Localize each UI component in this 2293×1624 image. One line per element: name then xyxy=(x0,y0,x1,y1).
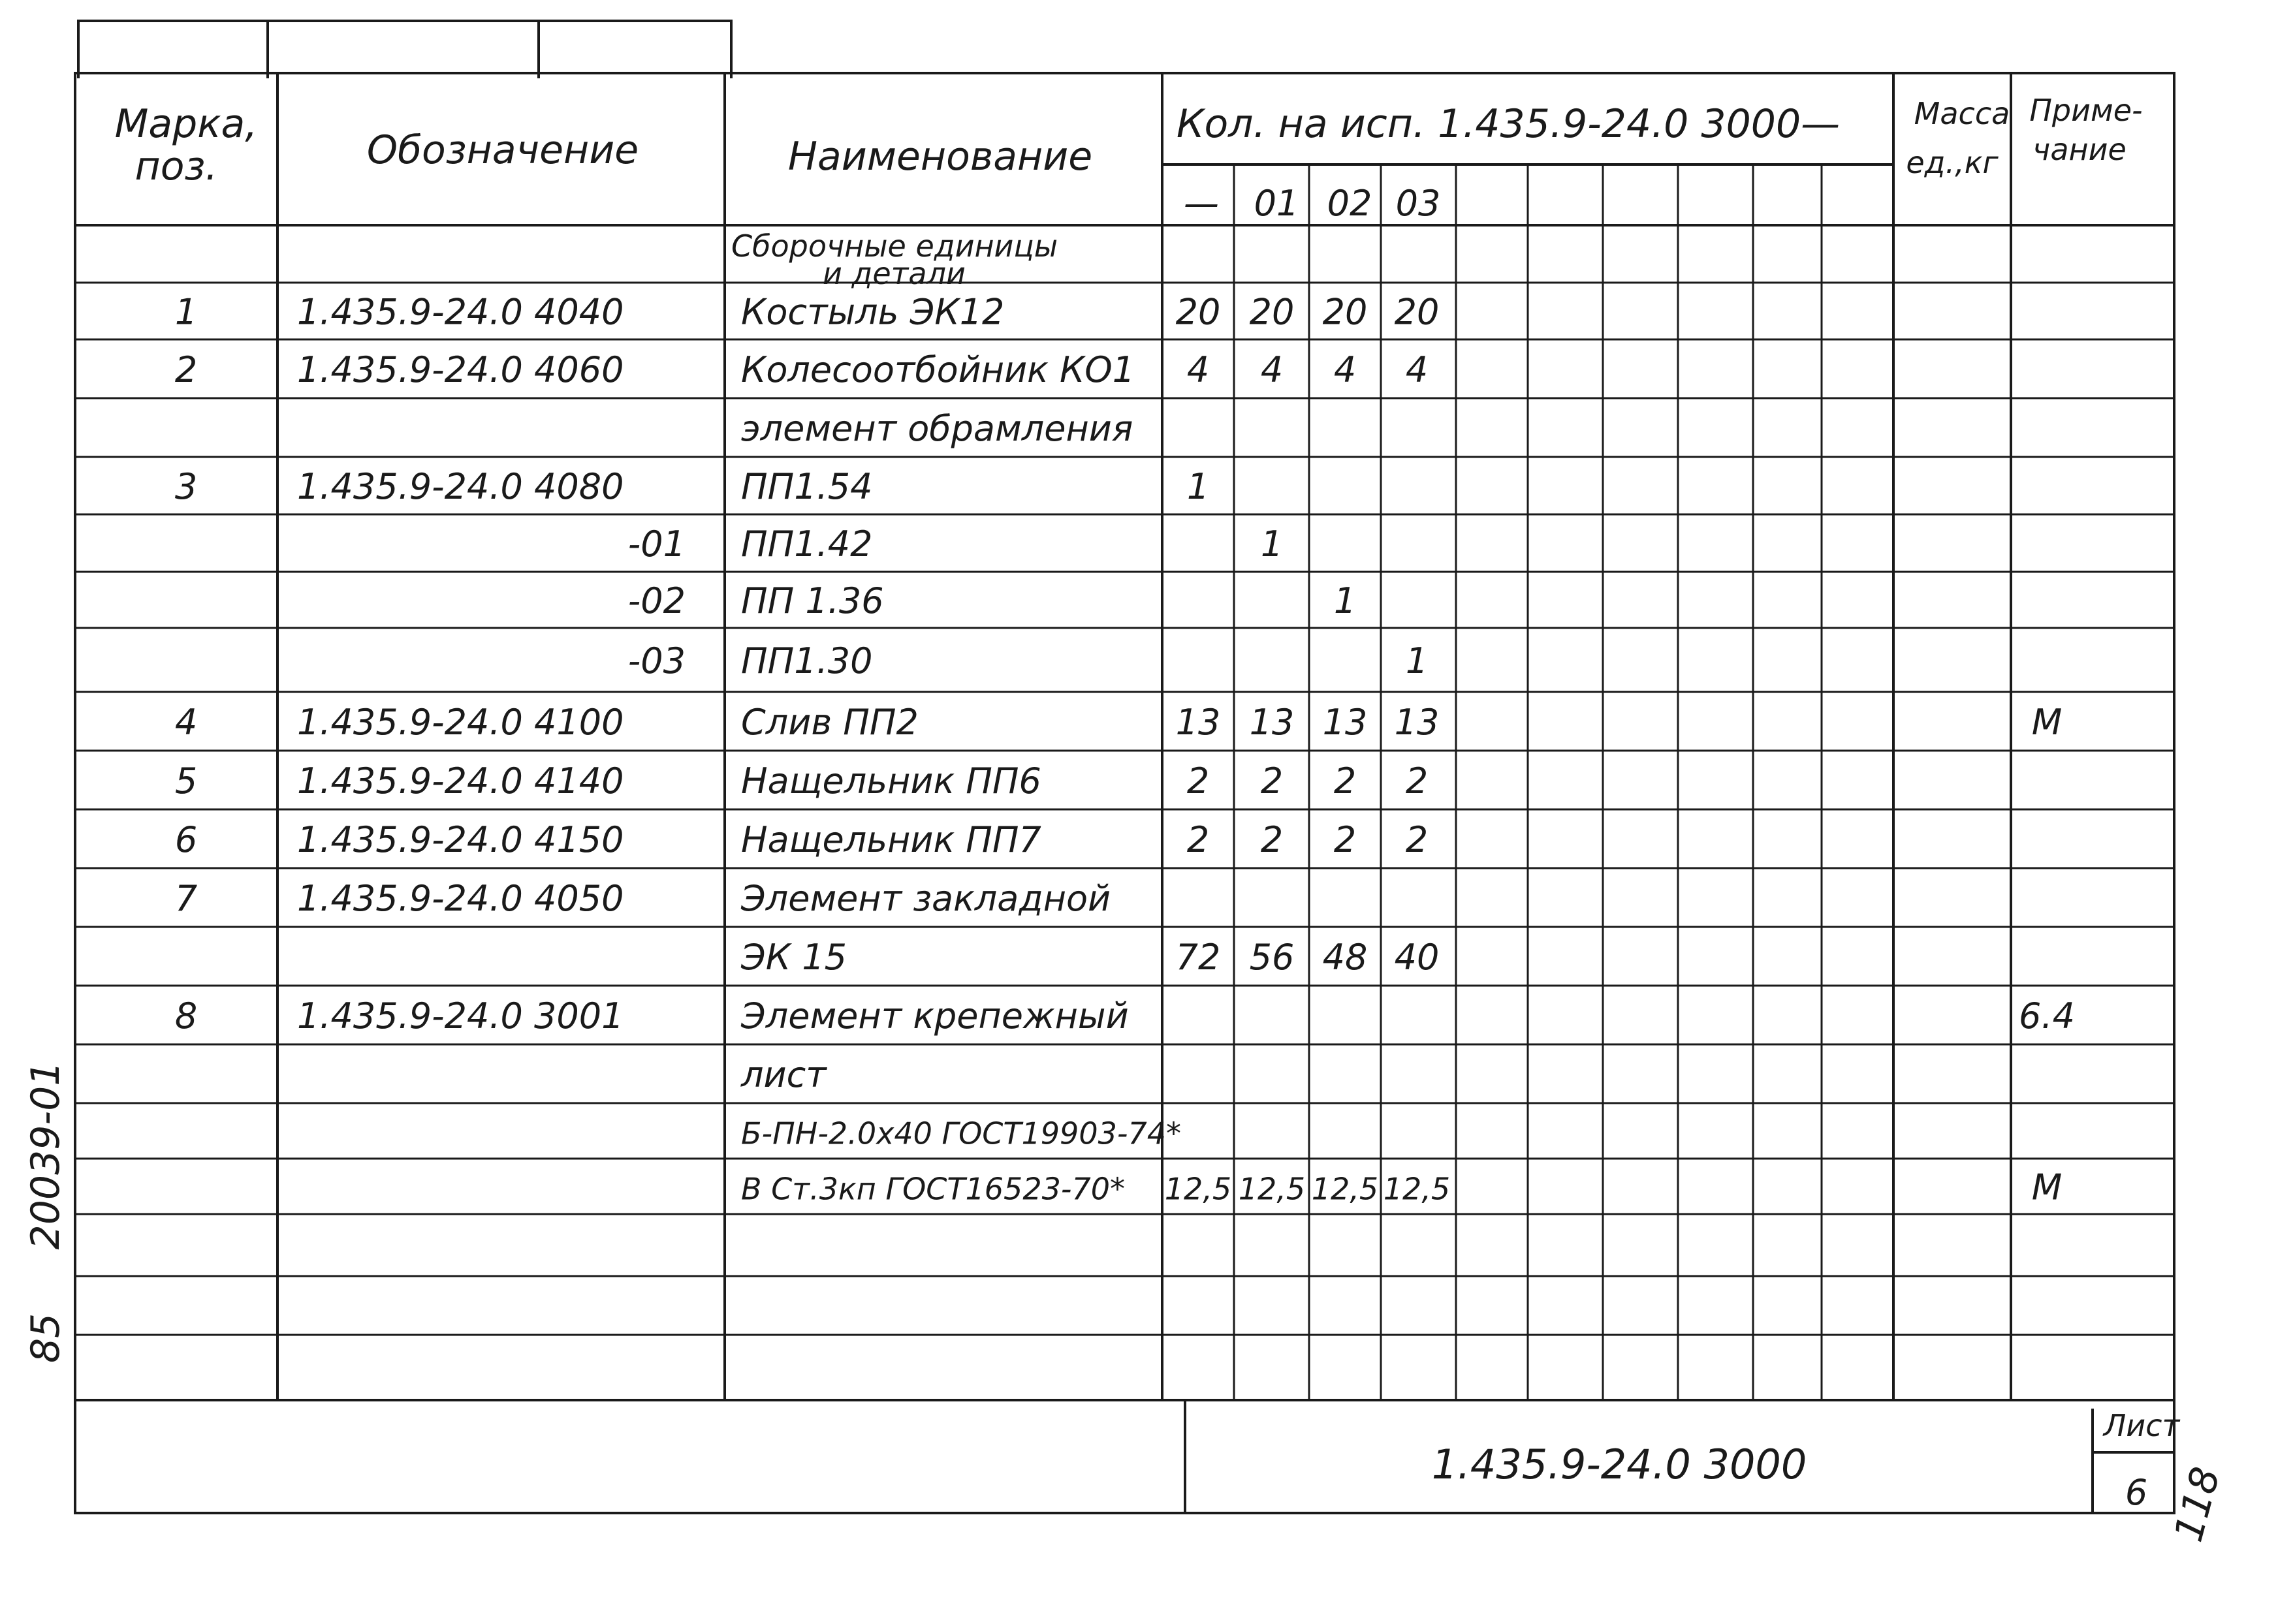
row-quantity: 2 xyxy=(1405,819,1429,860)
header-designation: Обозначение xyxy=(366,127,639,173)
row-note: 6.4 xyxy=(2019,995,2075,1037)
row-quantity: 13 xyxy=(1175,702,1221,743)
row-quantity: 12,5 xyxy=(1238,1171,1306,1207)
header-mass-line2: ед.,кг xyxy=(1906,145,1999,180)
header-name: Наименование xyxy=(787,134,1093,180)
row-mark: 7 xyxy=(174,878,198,919)
row-quantity: 13 xyxy=(1322,702,1368,743)
row-designation: 1.435.9-24.0 4080 xyxy=(297,466,624,507)
row-name: Сборочные единицы xyxy=(731,228,1058,264)
row-quantity: 4 xyxy=(1186,349,1210,390)
row-quantity: 48 xyxy=(1322,937,1368,978)
header-quantity-title: Кол. на исп. 1.435.9-24.0 3000— xyxy=(1176,101,1841,147)
row-quantity: 12,5 xyxy=(1383,1171,1451,1207)
row-quantity: 13 xyxy=(1394,702,1440,743)
sheet-number: 6 xyxy=(2125,1472,2148,1513)
row-quantity: 13 xyxy=(1249,702,1295,743)
table-body xyxy=(175,228,2075,1208)
row-name: Колесоотбойник КО1 xyxy=(741,349,1135,390)
row-quantity: 2 xyxy=(1186,760,1210,802)
row-name: ПП1.30 xyxy=(741,640,873,681)
row-mark: 5 xyxy=(174,760,198,802)
header-note-line2: чание xyxy=(2032,132,2127,167)
row-name: Слив ПП2 xyxy=(741,702,919,743)
header-variant: 02 xyxy=(1327,183,1372,224)
row-quantity: 20 xyxy=(1322,291,1368,333)
row-name: ПП 1.36 xyxy=(741,580,884,621)
row-quantity: 4 xyxy=(1333,349,1357,390)
row-mark: 1 xyxy=(174,291,198,333)
row-name: Б-ПН-2.0х40 ГОСТ19903-74* xyxy=(741,1116,1181,1151)
row-quantity: 12,5 xyxy=(1311,1171,1379,1207)
row-quantity: 4 xyxy=(1405,349,1429,390)
row-mark: 6 xyxy=(174,819,198,860)
row-quantity: 56 xyxy=(1249,937,1295,978)
row-name: Нащельник ПП6 xyxy=(741,760,1041,802)
row-name: Элемент закладной xyxy=(741,878,1111,919)
row-quantity: 2 xyxy=(1260,760,1284,802)
row-quantity: 1 xyxy=(1405,640,1429,681)
row-name: Костыль ЭК12 xyxy=(741,291,1005,333)
row-quantity: 2 xyxy=(1186,819,1210,860)
row-designation: 1.435.9-24.0 4060 xyxy=(297,349,624,390)
row-designation: 1.435.9-24.0 4140 xyxy=(297,760,624,802)
row-designation: -01 xyxy=(627,523,686,565)
row-name: элемент обрамления xyxy=(741,408,1133,449)
row-name: ПП1.54 xyxy=(741,466,873,507)
row-designation: 1.435.9-24.0 3001 xyxy=(297,995,624,1037)
row-designation: 1.435.9-24.0 4100 xyxy=(297,702,624,743)
header-variant: 03 xyxy=(1395,183,1441,224)
row-note: М xyxy=(2031,702,2063,743)
page-number-left: 85 xyxy=(23,1313,69,1364)
row-quantity: 20 xyxy=(1175,291,1221,333)
row-quantity: 20 xyxy=(1249,291,1295,333)
row-designation: 1.435.9-24.0 4050 xyxy=(297,878,624,919)
row-quantity: 2 xyxy=(1260,819,1284,860)
row-quantity: 2 xyxy=(1333,819,1357,860)
row-mark: 2 xyxy=(174,349,198,390)
row-quantity: 40 xyxy=(1394,937,1440,978)
row-quantity: 72 xyxy=(1175,937,1221,978)
row-name: лист xyxy=(741,1054,827,1095)
row-name: ПП1.42 xyxy=(741,523,873,565)
header-note-line1: Приме- xyxy=(2029,93,2143,128)
row-quantity: 20 xyxy=(1394,291,1440,333)
header-variant: — xyxy=(1184,183,1219,224)
row-quantity: 1 xyxy=(1186,466,1210,507)
row-quantity: 1 xyxy=(1260,523,1284,565)
row-quantity: 4 xyxy=(1260,349,1284,390)
sheet-label: Лист xyxy=(2103,1408,2180,1443)
inventory-number: 20039-01 xyxy=(23,1061,69,1250)
header-mass-line1: Масса xyxy=(1914,96,2010,131)
row-quantity: 12,5 xyxy=(1164,1171,1232,1207)
header-marka-line2: поз. xyxy=(134,144,218,189)
row-designation: -03 xyxy=(627,640,686,681)
row-mark: 8 xyxy=(174,995,198,1037)
row-quantity: 1 xyxy=(1333,580,1357,621)
row-designation: -02 xyxy=(627,580,686,621)
row-name: Нащельник ПП7 xyxy=(741,819,1041,860)
page-number-right: 118 xyxy=(2166,1462,2230,1547)
row-name: Элемент крепежный xyxy=(741,995,1129,1037)
row-name: В Ст.3кп ГОСТ16523-70* xyxy=(741,1171,1125,1207)
row-designation: 1.435.9-24.0 4040 xyxy=(297,291,624,333)
row-note: М xyxy=(2031,1166,2063,1208)
row-quantity: 2 xyxy=(1333,760,1357,802)
row-mark: 3 xyxy=(174,466,198,507)
row-name: ЭК 15 xyxy=(741,937,847,978)
table-header xyxy=(115,93,2143,224)
row-quantity: 2 xyxy=(1405,760,1429,802)
title-block xyxy=(1432,1408,2181,1513)
header-marka-line1: Марка, xyxy=(114,101,258,147)
document-code: 1.435.9-24.0 3000 xyxy=(1431,1441,1807,1488)
row-designation: 1.435.9-24.0 4150 xyxy=(297,819,624,860)
header-variant: 01 xyxy=(1254,183,1299,224)
row-mark: 4 xyxy=(174,702,198,743)
row-name-line2: и детали xyxy=(823,256,966,291)
